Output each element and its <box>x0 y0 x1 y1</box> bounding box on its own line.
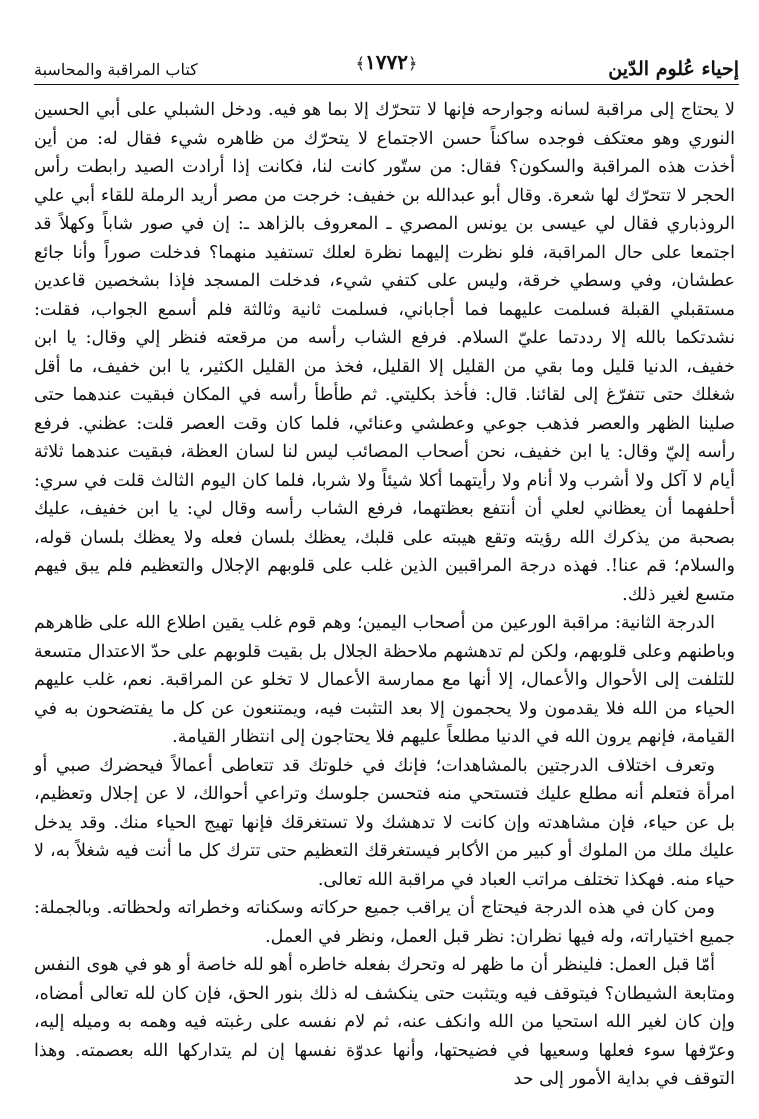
header-divider <box>34 84 739 85</box>
main-text <box>34 96 735 1094</box>
paragraph: أمّا قبل العمل: فلينظر أن ما ظهر له وتحرك بفعله خاطره أهو لله خاصة أو هو في هوى النفس ومتابعة الشيطان؟ فيتوقف فيه ويتثبت حتى ينكشف له ذلك بنور الحق، فإن كان لله تعالى أمضاه، وإن كان لغير الله استحيا من الله وانكف عنه، ثم لام نفسه على رغبته فيه وهمه به وميله إليه، وعرّفها سوء فعلها وسعيها في فضيحتها، وأنها عدوّة نفسها إن لم يتداركها الله بعصمته. وهذا التوقف في بداية الأمور إلى حد <box>34 955 735 1089</box>
section-title: كتاب المراقبة والمحاسبة <box>34 60 198 79</box>
paragraph: الدرجة الثانية: مراقبة الورعين من أصحاب اليمين؛ وهم قوم غلب يقين اطلاع الله على ظاهرهم وباطنهم وعلى قلوبهم، ولكن لم تدهشهم ملاحظة الجلال بل بقيت قلوبهم على حدّ الاعتدال متسعة للتلفت إلى الأحوال والأعمال، إلا أنها مع ممارسة الأعمال لا تخلو عن المراقبة. نعم، غلب عليهم الحياء من الله فلا يقدمون ولا يحجمون إلا بعد التثبت فيه، ويمتنعون عن كل ما يفتضحون به في القيامة، فإنهم يرون الله في الدنيا مطلعاً عليهم فلا يحتاجون إلى انتظار القيامة. <box>34 613 735 747</box>
paragraph: وتعرف اختلاف الدرجتين بالمشاهدات؛ فإنك في خلوتك قد تتعاطى أعمالاً فيحضرك صبي أو امرأة فتعلم أنه مطلع عليك فتستحي منه فتحسن جلوسك وتراعي أحوالك، لا عن إجلال وتعظيم، بل عن حياء، فإن مشاهدته وإن كانت لا تدهشك ولا تستغرقك فإنها تهيج الحياء منك. وقد يدخل عليك ملك من الملوك أو كبير من الأكابر فيستغرقك التعظيم حتى تترك كل ما أنت فيه شغلاً به، لا حياء منه. فهكذا تختلف مراتب العباد في مراقبة الله تعالى. <box>34 755 735 890</box>
page-number: ١٧٧٢ <box>365 50 408 74</box>
page-number-box <box>356 50 418 74</box>
page-header <box>34 30 739 86</box>
ornament-right-icon: ﴿ <box>407 54 418 73</box>
ornament-left-icon: ﴾ <box>355 54 366 73</box>
paragraph: ومن كان في هذه الدرجة فيحتاج أن يراقب جميع حركاته وسكناته وخطراته ولحظاته. وبالجملة: جميع اختياراته، وله فيها نظران: نظر قبل العمل، ونظر في العمل. <box>34 898 735 947</box>
book-title: إحياء عُلوم الدّين <box>608 58 739 80</box>
paragraph: لا يحتاج إلى مراقبة لسانه وجوارحه فإنها لا تتحرّك إلا بما هو فيه. ودخل الشبلي على أبي الحسين النوري وهو معتكف فوجده ساكناً حسن الاجتماع لا يتحرّك من ظاهره شيء فقال له: من أين أخذت هذه المراقبة والسكون؟ فقال: من ستّور كانت لنا، فكانت إذا أرادت الصيد رابطت رأس الحجر لا تتحرّك لها شعرة. وقال أبو عبدالله بن خفيف: خرجت من مصر أريد الرملة للقاء أبي علي الروذباري فقال لي عيسى بن يونس المصري ـ المعروف بالزاهد ـ: إن في صور شاباً وكهلاً قد اجتمعا على حال المراقبة، فلو نظرت إليهما نظرة لعلك تستفيد منهما؟ فدخلت صوراً وأنا جائع عطشان، وفي وسطي خرقة، وليس على كتفي شيء، فدخلت المسجد فإذا بشخصين قاعدين مستقبلي القبلة فسلمت عليهما فما أجاباني، فسلمت ثانية وثالثة فلم أسمع الجواب، فقلت: نشدتكما بالله إلا رددتما عليّ السلام. فرفع الشاب رأسه من مرقعته فنظر إلي وقال: يا ابن خفيف، الدنيا قليل وما بقي من القليل إلا القليل، فخذ من القليل الكثير، يا ابن خفيف، ما أقل شغلك حتى تتفرّغ إلى لقائنا. قال: فأخذ بكليتي. ثم طأطأ رأسه في المكان فبقيت عندهما حتى صلينا الظهر والعصر فذهب جوعي وعطشي وعنائي، فلما كان وقت العصر قلت: عظني. فرفع رأسه إليّ وقال: يا ابن خفيف، نحن أصحاب المصائب ليس لنا لسان العظة، فبقيت عندهما ثلاثة أيام لا آكل ولا أشرب ولا أنام ولا رأيتهما أكلا شيئاً ولا شربا، فلما كان اليوم الثالث قلت في سري: أحلفهما أن يعظاني لعلي أن أنتفع بعظتهما، فرفع الشاب رأسه وقال لي: يا ابن خفيف، عليك بصحبة من يذكرك الله رؤيته وتقع هيبته على قلبك، يعظك بلسان فعله ولا يعظك بلسان قوله، والسلام؛ قم عنا!. فهذه درجة المراقبين الذين غلب على قلوبهم الإجلال والتعظيم فلم يبق فيهم متسع لغير ذلك. <box>34 100 735 605</box>
